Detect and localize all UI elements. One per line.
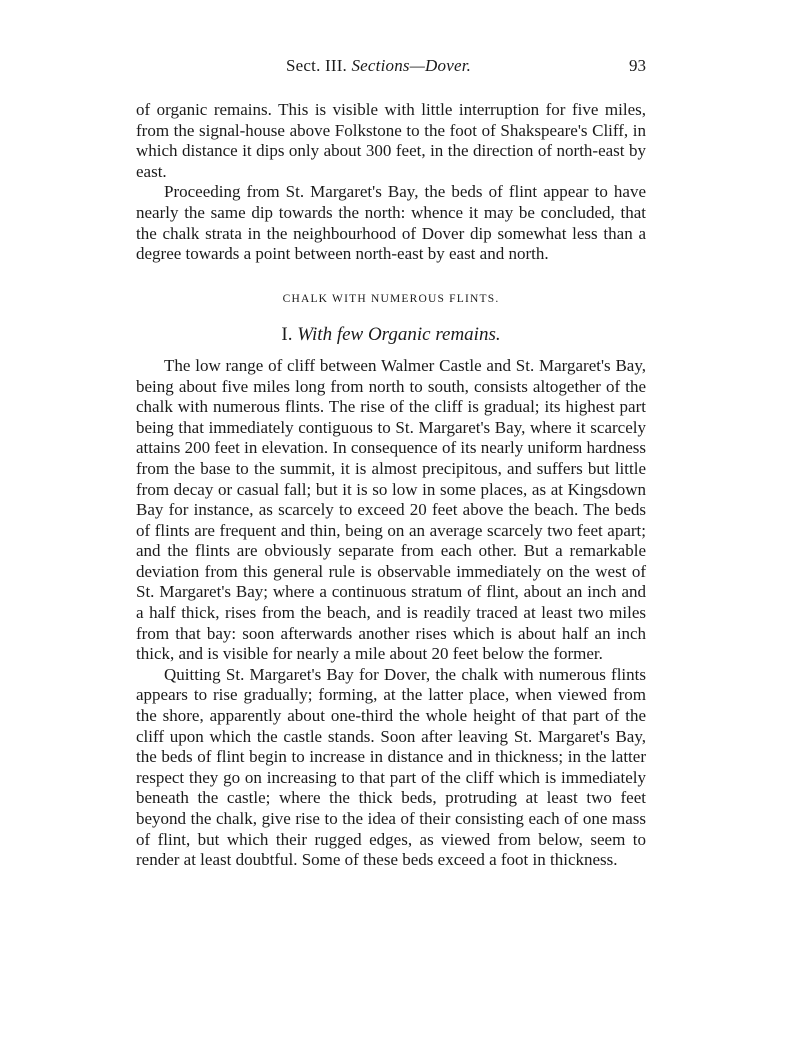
subsection-title: With few Organic remains.: [297, 324, 501, 346]
section-heading: CHALK WITH NUMEROUS FLINTS.: [282, 292, 500, 305]
running-head: [136, 56, 646, 82]
running-head-title: [286, 56, 471, 76]
paragraph-walmer-cliff: The low range of cliff between Walmer Castle and St. Margaret's Bay, being about five miles long from north to south, consists altogether of the chalk with numerous flints. The rise of the cliff is gradual; its highest part being that immediately contiguous to St. Margaret's Bay, where it scarcely attains 200 feet in elevation. In consequence of its nearly uniform hardness from the base to the summit, it is almost precipitous, and suffers but little from decay or casual fall; but it is so low in some places, as at Kingsdown Bay for instance, as scarcely to exceed 20 feet above the beach. The beds of flints are frequent and thin, being on an average scarcely two feet apart; and the flints are obviously separate from each other. But a remarkable deviation from this general rule is observable immediately on the west of St. Margaret's Bay; where a continuous stratum of flint, about an inch and a half thick, rises from the beach, and is readily traced at least two miles from that bay: soon afterwards another rises which is about half an inch thick, and is visible for nearly a mile about 20 feet below the former.: [136, 355, 646, 664]
paragraph-continuation: of organic remains. This is visible with little interruption for five miles, from the signal-house above Folkstone to the foot of Shakspeare's Cliff, in which distance it dips only about 300 feet, in the direction of north-east by east.: [136, 100, 646, 181]
subsection-heading: [136, 325, 646, 346]
paragraph-st-margarets-dip: Proceeding from St. Margaret's Bay, the beds of flint appear to have nearly the same dip towards the north: whence it may be concluded, that the chalk strata in the neighbourhood of Dover dip somewhat less than a degree towards a point between north-east by east and north.: [136, 182, 646, 264]
running-head-section: Sect. III.: [286, 56, 348, 75]
subsection-number: I.: [281, 324, 293, 346]
paragraph-quitting-st-margarets: Quitting St. Margaret's Bay for Dover, the chalk with numerous flints appears to rise gradually; forming, at the latter place, when viewed from the shore, apparently about one-third the whole height of that part of the cliff upon which the castle stands. Soon after leaving St. Margaret's Bay, the beds of flint begin to increase in distance and in thickness; in the latter respect they go on increasing to that part of the cliff which is immediately beneath the castle; where the thick beds, protruding at least two feet beyond the chalk, give rise to the idea of their consisting each of one mass of flint, but which their rugged edges, as viewed from below, seem to render at least doubtful. Some of these beds exceed a foot in thickness.: [136, 664, 646, 870]
page-number: 93: [629, 56, 646, 75]
body-text: [136, 100, 646, 871]
running-head-topic: Sections—Dover.: [351, 56, 472, 75]
book-page: [136, 56, 646, 871]
